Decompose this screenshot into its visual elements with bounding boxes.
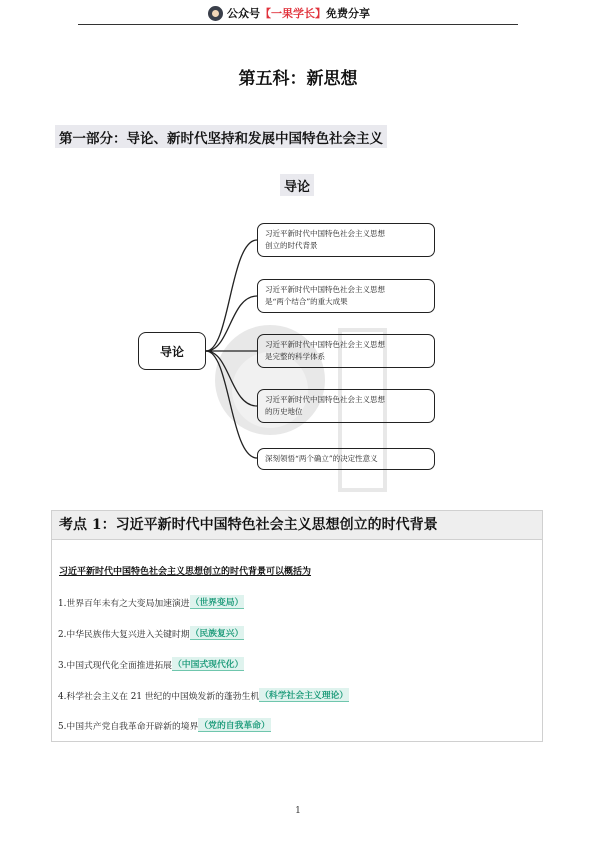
item-text: 4.科学社会主义在 21 世纪的中国焕发新的蓬勃生机 <box>58 691 260 702</box>
header-brand <box>208 5 370 21</box>
avatar-icon <box>208 6 223 21</box>
item-answer: （民族复兴） <box>190 626 245 640</box>
page-header <box>0 0 596 28</box>
list-item <box>58 626 244 640</box>
list-item <box>58 688 349 702</box>
header-bracket-open: 【 <box>260 7 271 20</box>
mindmap-branch <box>257 279 435 313</box>
mindmap-root: 导论 <box>138 332 206 370</box>
header-prefix: 公众号 <box>227 7 260 20</box>
intro-title: 导论 <box>280 174 314 196</box>
mindmap-branch <box>257 448 435 470</box>
branch-line: 的历史地位 <box>265 407 303 416</box>
header-suffix: 免费分享 <box>326 7 370 20</box>
section-divider <box>52 539 542 540</box>
mindmap-branch <box>257 223 435 257</box>
item-answer: （党的自我革命） <box>198 718 270 732</box>
mindmap <box>130 218 450 478</box>
subject-title: 第五科：新思想 <box>238 69 358 89</box>
branch-line: 习近平新时代中国特色社会主义思想 <box>265 395 385 404</box>
item-answer: （世界变局） <box>190 595 245 609</box>
branch-line: 习近平新时代中国特色社会主义思想 <box>265 229 385 238</box>
item-text: 3.中国式现代化全面推进拓展 <box>58 660 172 671</box>
item-answer: （中国式现代化） <box>172 657 244 671</box>
item-text: 5.中国共产党自我革命开辟新的境界 <box>58 721 199 732</box>
section-title: 考点 1：习近平新时代中国特色社会主义思想创立的时代背景 <box>52 511 542 539</box>
branch-line: 习近平新时代中国特色社会主义思想 <box>265 285 385 294</box>
header-brand-name: 一果学长 <box>271 7 315 20</box>
page-number: 1 <box>295 806 301 816</box>
list-item <box>58 657 244 671</box>
mindmap-branch <box>257 334 435 368</box>
branch-line: 深刻领悟“两个确立”的决定性意义 <box>265 454 378 463</box>
item-text: 2.中华民族伟大复兴进入关键时期 <box>58 629 190 640</box>
exam-point-section <box>51 510 543 742</box>
list-item <box>58 718 271 732</box>
header-bracket-close: 】 <box>315 7 326 20</box>
branch-line: 习近平新时代中国特色社会主义思想 <box>265 340 385 349</box>
item-text: 1.世界百年未有之大变局加速演进 <box>58 598 190 609</box>
list-item <box>58 595 244 609</box>
header-divider <box>78 24 518 25</box>
branch-line: 是“两个结合”的重大成果 <box>265 297 348 306</box>
branch-line: 是完整的科学体系 <box>265 352 325 361</box>
item-answer: （科学社会主义理论） <box>259 688 349 702</box>
section-intro: 习近平新时代中国特色社会主义思想创立的时代背景可以概括为 <box>59 567 312 577</box>
header-text <box>227 5 370 21</box>
branch-line: 创立的时代背景 <box>265 241 318 250</box>
mindmap-branch <box>257 389 435 423</box>
part-title: 第一部分：导论、新时代坚持和发展中国特色社会主义 <box>55 125 387 148</box>
